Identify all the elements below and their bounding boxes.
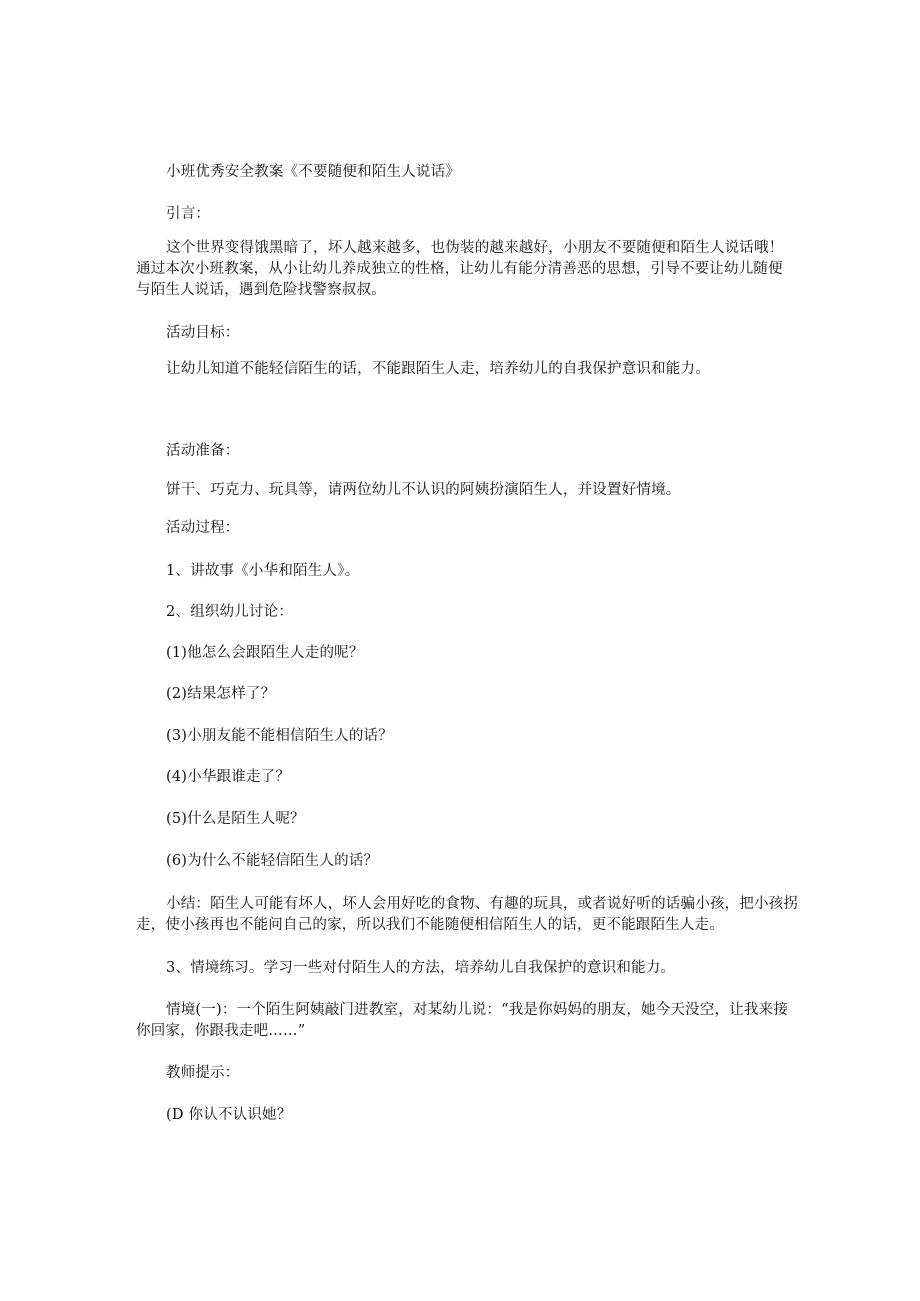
- question-item: (3)小朋友能不能相信陌生人的话？: [166, 728, 393, 744]
- question-item: (2)结果怎样了？: [166, 686, 276, 702]
- step-2: 2、组织幼儿讨论：: [166, 604, 294, 620]
- intro-paragraph: [136, 238, 783, 301]
- teacher-heading: 教师提示：: [166, 1065, 240, 1081]
- intro-line: 与陌生人说话，遇到危险找警察叔叔。: [136, 282, 386, 298]
- document-title: 小班优秀安全教案《不要随便和陌生人说话》: [166, 164, 460, 180]
- question-item: (4)小华跟谁走了？: [166, 769, 291, 785]
- prep-text: 饼干、巧克力、玩具等，请两位幼儿不认识的阿姨扮演陌生人，并设置好情境。: [166, 482, 681, 498]
- question-item: (5)什么是陌生人呢？: [166, 811, 305, 827]
- intro-line: 这个世界变得饿黑暗了，坏人越来越多，也伪装的越来越好，小朋友不要随便和陌生人说话哦！: [166, 240, 784, 256]
- step-3: 3、情境练习。学习一些对付陌生人的方法，培养幼儿自我保护的意识和能力。: [166, 960, 676, 976]
- teacher-question-1: (D 你认不认识她？: [166, 1107, 292, 1123]
- prep-heading: 活动准备：: [166, 443, 240, 459]
- scene-line: 情境(一)：一个陌生阿姨敲门进教室，对某幼儿说：“我是你妈妈的朋友，她今天没空，让我来接: [166, 1002, 789, 1018]
- question-item: (1)他怎么会跟陌生人走的呢？: [166, 645, 364, 661]
- process-heading: 活动过程：: [166, 520, 240, 536]
- scene-line: 你回家，你跟我走吧……”: [136, 1023, 306, 1039]
- goal-text: 让幼儿知道不能轻信陌生的话，不能跟陌生人走，培养幼儿的自我保护意识和能力。: [166, 361, 710, 377]
- intro-line: 通过本次小班教案，从小让幼儿养成独立的性格，让幼儿有能分清善恶的思想，引导不要让幼儿随便: [136, 261, 783, 277]
- summary-line: 走，使小孩再也不能问自己的家，所以我们不能随便相信陌生人的话，更不能跟陌生人走。: [136, 917, 724, 933]
- goal-heading: 活动目标：: [166, 325, 240, 341]
- summary-paragraph: [136, 894, 798, 936]
- question-item: (6)为什么不能轻信陌生人的话？: [166, 853, 379, 869]
- step-1: 1、讲故事《小华和陌生人》。: [166, 563, 360, 579]
- intro-heading: 引言：: [166, 206, 211, 222]
- summary-line: 小结：陌生人可能有坏人，坏人会用好吃的食物、有趣的玩具，或者说好听的话骗小孩，把小孩拐: [166, 896, 799, 912]
- scene-paragraph: [136, 1000, 788, 1042]
